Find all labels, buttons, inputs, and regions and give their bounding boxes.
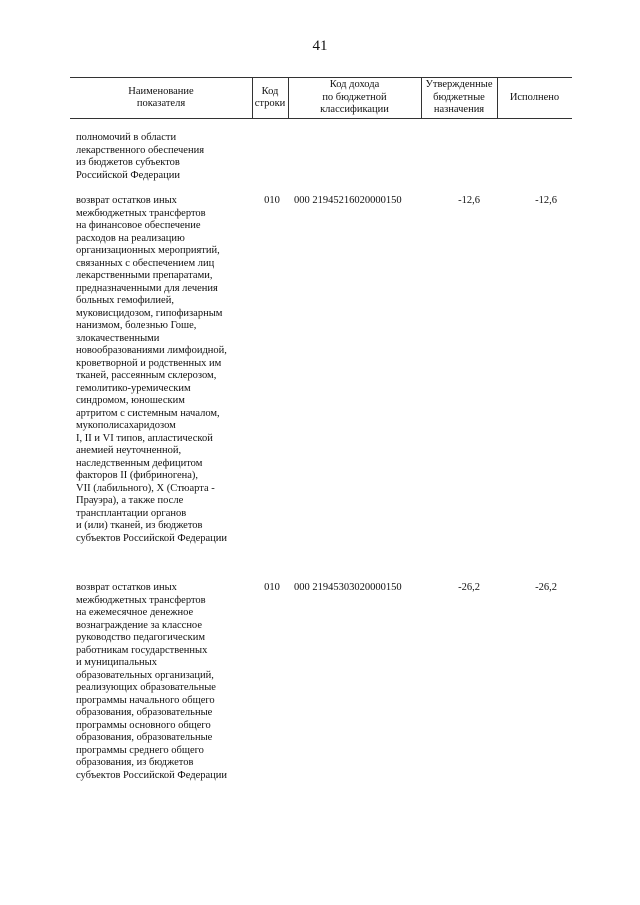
header-line-code: Код строки: [254, 85, 286, 109]
header-approved: Утвержденные бюджетные назначения: [425, 79, 493, 116]
table-row-name: возврат остатков иных межбюджетных трансфертов на ежемесячное денежное вознаграждение за классное руководство педагогическим работникам государственных и муниципальных образовательных организаций, реализующих образовательные программы начального общего образования, образовательные программы основного общего образования, образовательные программы среднего общего образования, из бюджетов субъектов Российской Федерации: [76, 582, 228, 781]
header-income-code: Код дохода по бюджетной классификации: [320, 79, 389, 116]
table-row-name: полномочий в области лекарственного обеспечения из бюджетов субъектов Российской Федерации: [76, 132, 205, 181]
page-number: 41: [312, 38, 328, 54]
table-row-line-code: 010: [264, 195, 280, 206]
table-row-income-code: 000 21945216020000150: [294, 195, 402, 206]
table-row-approved: -26,2: [458, 582, 480, 593]
header-name: Наименование показателя: [128, 85, 194, 109]
header-executed: Исполнено: [509, 91, 560, 103]
table-row-name: возврат остатков иных межбюджетных трансфертов на финансовое обеспечение расходов на реализацию организационных мероприятий, связанных с обеспечением лиц лекарственными препаратами, предназначенными для лечения больных гемофилией, муковисцидозом, гипофизарным нанизмом, болезнью Гоше, злокачественными новообразованиями лимфоидной, кроветворной и родственных им тканей, рассеянным склерозом, гемолитико-уремическим синдромом, юношеским артритом с системным началом, мукополисахаридозом I, II и VI типов, апластической анемией неуточненной, наследственным дефицитом факторов II (фибриногена), VII (лабильного), X (Стюарта - Прауэра), а также после трансплантации органов и (или) тканей, из бюджетов субъектов Российской Федерации: [76, 195, 228, 544]
table-row-income-code: 000 21945303020000150: [294, 582, 402, 593]
table-row-executed: -26,2: [535, 582, 557, 593]
table-header-bottom-rule: [70, 118, 572, 119]
table-row-approved: -12,6: [458, 195, 480, 206]
table-row-line-code: 010: [264, 582, 280, 593]
table-row-executed: -12,6: [535, 195, 557, 206]
